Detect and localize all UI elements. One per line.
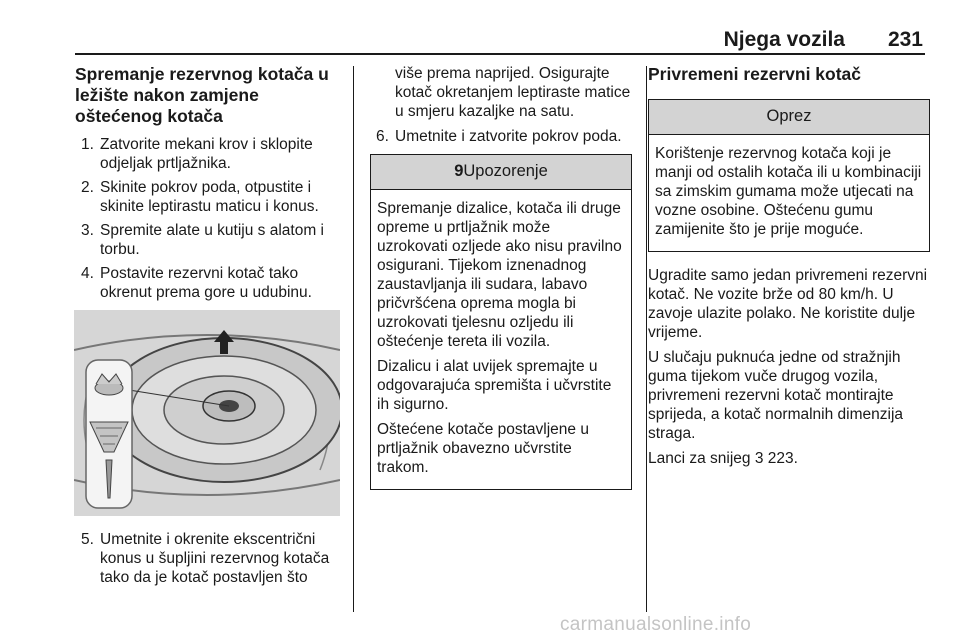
- warning-box-body: [371, 190, 631, 489]
- step-text: Zatvorite mekani krov i sklopite odjeljak prtljažnika.: [100, 136, 313, 172]
- warning-paragraph: Dizalicu i alat uvijek spremajte u odgovarajuća spremišta i učvrstite ih sigurno.: [377, 358, 612, 413]
- body-paragraph: Ugradite samo jedan privremeni rezervni kotač. Ne vozite brže od 80 km/h. U zavoje ulazite polako. Ne koristite dulje vrijeme.: [648, 267, 928, 341]
- step-item: [370, 127, 632, 146]
- column-right: [648, 64, 930, 474]
- step-item: [75, 264, 343, 302]
- step-item: [75, 135, 343, 173]
- xref-page: 223.: [767, 450, 798, 467]
- step-item: [75, 221, 343, 259]
- cross-reference[interactable]: [648, 449, 930, 468]
- step-text: Skinite pokrov poda, otpustite i skinite leptirastu maticu i konus.: [100, 179, 319, 215]
- column-left: [75, 64, 343, 592]
- step-text: Umetnite i okrenite ekscentrični konus u šupljini rezervnog kotača tako da je kotač postavljen što: [100, 531, 330, 586]
- section-heading-storage: Spremanje rezervnog kotača u ležište nakon zamjene oštećenog kotača: [75, 64, 329, 126]
- caution-box-body: [649, 135, 929, 251]
- steps-list-final: [370, 127, 632, 146]
- caution-box-header: Oprez: [649, 100, 929, 135]
- column-divider-right: [646, 66, 647, 612]
- spare-wheel-illustration: [74, 310, 340, 516]
- step-item: [75, 530, 343, 587]
- step-text: Spremite alate u kutiju s alatom i torbu.: [100, 222, 324, 258]
- warning-icon: 9: [454, 162, 464, 180]
- column-divider-left: [353, 66, 354, 612]
- page-number: 231: [887, 28, 923, 51]
- step-number: 5.: [81, 531, 94, 548]
- step-number: 1.: [81, 136, 94, 153]
- step-number: 2.: [81, 179, 94, 196]
- xref-label: Lanci za snijeg: [648, 450, 751, 467]
- page-header: [75, 28, 923, 50]
- body-paragraph: U slučaju puknuća jedne od stražnjih guma tijekom vuče drugog vozila, privremeni rezervni kotač montirajte sprijeda, a kotač normalnih dimenzija straga.: [648, 349, 904, 442]
- caution-text: Korištenje rezervnog kotača koji je manji od ostalih kotača ili u kombinaciji sa zimskim gumama može utjecati na vozne osobine. Oštećenu gumu zamijenite što je prije moguće.: [655, 145, 922, 238]
- warning-title: Upozorenje: [463, 162, 548, 180]
- caution-box: [648, 99, 930, 252]
- step-5-continuation: više prema naprijed. Osigurajte kotač okretanjem leptiraste matice u smjeru kazaljke na satu.: [395, 65, 631, 120]
- steps-list: [75, 135, 343, 302]
- step-text: Postavite rezervni kotač tako okrenut prema gore u udubinu.: [100, 265, 312, 301]
- warning-box: [370, 154, 632, 490]
- header-divider: [75, 53, 925, 55]
- xref-arrow-icon: 3: [754, 450, 764, 467]
- column-middle: [370, 64, 632, 504]
- step-number: 4.: [81, 265, 94, 282]
- step-number: 3.: [81, 222, 94, 239]
- steps-list-continued: [75, 530, 343, 587]
- watermark: carmanualsonline.info: [560, 614, 752, 635]
- step-item: [75, 178, 343, 216]
- section-heading-temp-spare: Privremeni rezervni kotač: [648, 64, 862, 84]
- warning-box-header: [371, 155, 631, 190]
- step-number: 6.: [376, 128, 389, 145]
- warning-paragraph: Spremanje dizalice, kotača ili druge opreme u prtljažnik može uzrokovati ozljede ako nisu pravilno osigurani. Tijekom iznenadnog zaustavljanja ili sudara, labavo pričvršćena oprema mogla bi uzrokovati tjelesnu ozljedu ili oštećenje tereta ili vozila.: [377, 200, 622, 350]
- section-title: Njega vozila: [723, 28, 845, 51]
- step-text: Umetnite i zatvorite pokrov poda.: [395, 128, 622, 145]
- warning-paragraph: Oštećene kotače postavljene u prtljažnik obavezno učvrstite trakom.: [377, 421, 589, 476]
